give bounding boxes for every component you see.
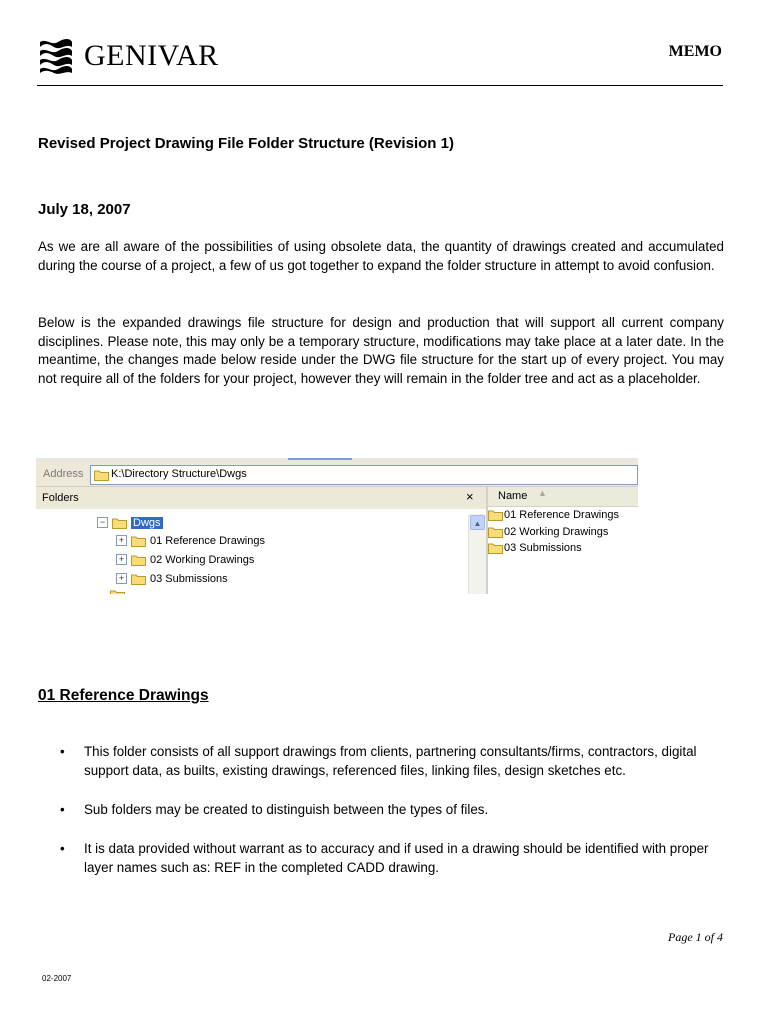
page-number: Page 1 of 4 [668, 930, 723, 944]
list-item[interactable] [488, 524, 638, 541]
bullet-item [60, 840, 730, 877]
folder-icon [488, 526, 503, 538]
list-item[interactable] [488, 507, 638, 524]
folder-icon [94, 469, 109, 481]
section-heading: 01 Reference Drawings [38, 687, 209, 704]
folder-open-icon [112, 517, 127, 529]
tree-scrollbar[interactable] [468, 514, 486, 594]
folders-pane-header [36, 487, 486, 509]
address-label: Address [43, 468, 84, 480]
document-code: 02-2007 [42, 974, 72, 983]
folder-icon [488, 509, 503, 521]
close-icon[interactable]: × [466, 489, 474, 504]
memo-title: Revised Project Drawing File Folder Structure (Revision 1) [38, 135, 454, 152]
explorer-screenshot [36, 458, 638, 594]
address-input[interactable] [90, 465, 638, 485]
bullet-item [60, 801, 730, 820]
document-type-label: MEMO [668, 43, 722, 60]
list-item-label: 01 Reference Drawings [504, 509, 619, 522]
structure-paragraph: Below is the expanded drawings file structure for design and production that will support all current company disciplines. Please note, this may only be a temporary structure, modifications may take place at a later date. In the meantime, the changes made below reside under the DWG file structure for the start up of every project. You may not require all of the folders for your project, however they will remain in the folder tree and act as a placeholder. [38, 315, 724, 386]
tree-item-label: 03 Submissions [150, 572, 228, 585]
name-column-label: Name [498, 490, 528, 502]
address-bar [36, 462, 638, 487]
tree-item-label: Dwgs [133, 516, 161, 529]
scroll-up-icon[interactable]: ▲ [470, 515, 485, 530]
expand-icon[interactable]: + [116, 535, 127, 546]
folder-icon [110, 589, 125, 594]
bullet-text: This folder consists of all support drawings from clients, partnering consultants/firms, contractors, digital support data, as builts, existing drawings, referenced files, linking files, design sketches etc. [84, 744, 697, 778]
folders-label: Folders [42, 492, 79, 504]
genivar-logo-icon [36, 36, 76, 76]
tree-item-01[interactable] [116, 531, 265, 550]
folder-icon [488, 542, 503, 554]
folder-icon [131, 535, 146, 547]
folder-tree [36, 509, 486, 594]
collapse-icon[interactable]: − [97, 517, 108, 528]
tree-item-label: 02 Working Drawings [150, 553, 255, 566]
tree-item-02[interactable] [116, 550, 254, 569]
address-value: K:\Directory Structure\Dwgs [111, 468, 247, 480]
memo-date: July 18, 2007 [38, 201, 131, 218]
list-item-label: 02 Working Drawings [504, 525, 609, 538]
company-name: GENIVAR [84, 39, 219, 72]
tree-item-dwgs[interactable] [97, 513, 163, 532]
company-logo [36, 34, 219, 78]
list-item-label: 03 Submissions [504, 542, 582, 555]
sort-ascending-icon: ▲ [538, 488, 547, 498]
folder-icon [131, 554, 146, 566]
bullet-text: Sub folders may be created to distinguish between the types of files. [84, 802, 489, 817]
tree-item-03[interactable] [116, 569, 228, 588]
folder-icon [131, 573, 146, 585]
bullet-item [60, 743, 730, 780]
bullet-icon: • [60, 841, 65, 856]
bullet-icon: • [60, 744, 65, 759]
expand-icon[interactable]: + [116, 573, 127, 584]
bullet-text: It is data provided without warrant as to accuracy and if used in a drawing should be identified with proper layer names such as: REF in the completed CADD drawing. [84, 841, 709, 875]
expand-icon[interactable]: + [116, 554, 127, 565]
list-item[interactable] [488, 540, 638, 557]
bullet-icon: • [60, 802, 65, 817]
name-column-header[interactable] [488, 487, 638, 507]
header-divider [37, 85, 723, 86]
intro-paragraph: As we are all aware of the possibilities of using obsolete data, the quantity of drawings created and accumulated during the course of a project, a few of us got together to expand the folder structure in attempt to avoid confusion. [38, 239, 724, 273]
tree-item-label: 01 Reference Drawings [150, 534, 265, 547]
file-list [488, 507, 638, 594]
